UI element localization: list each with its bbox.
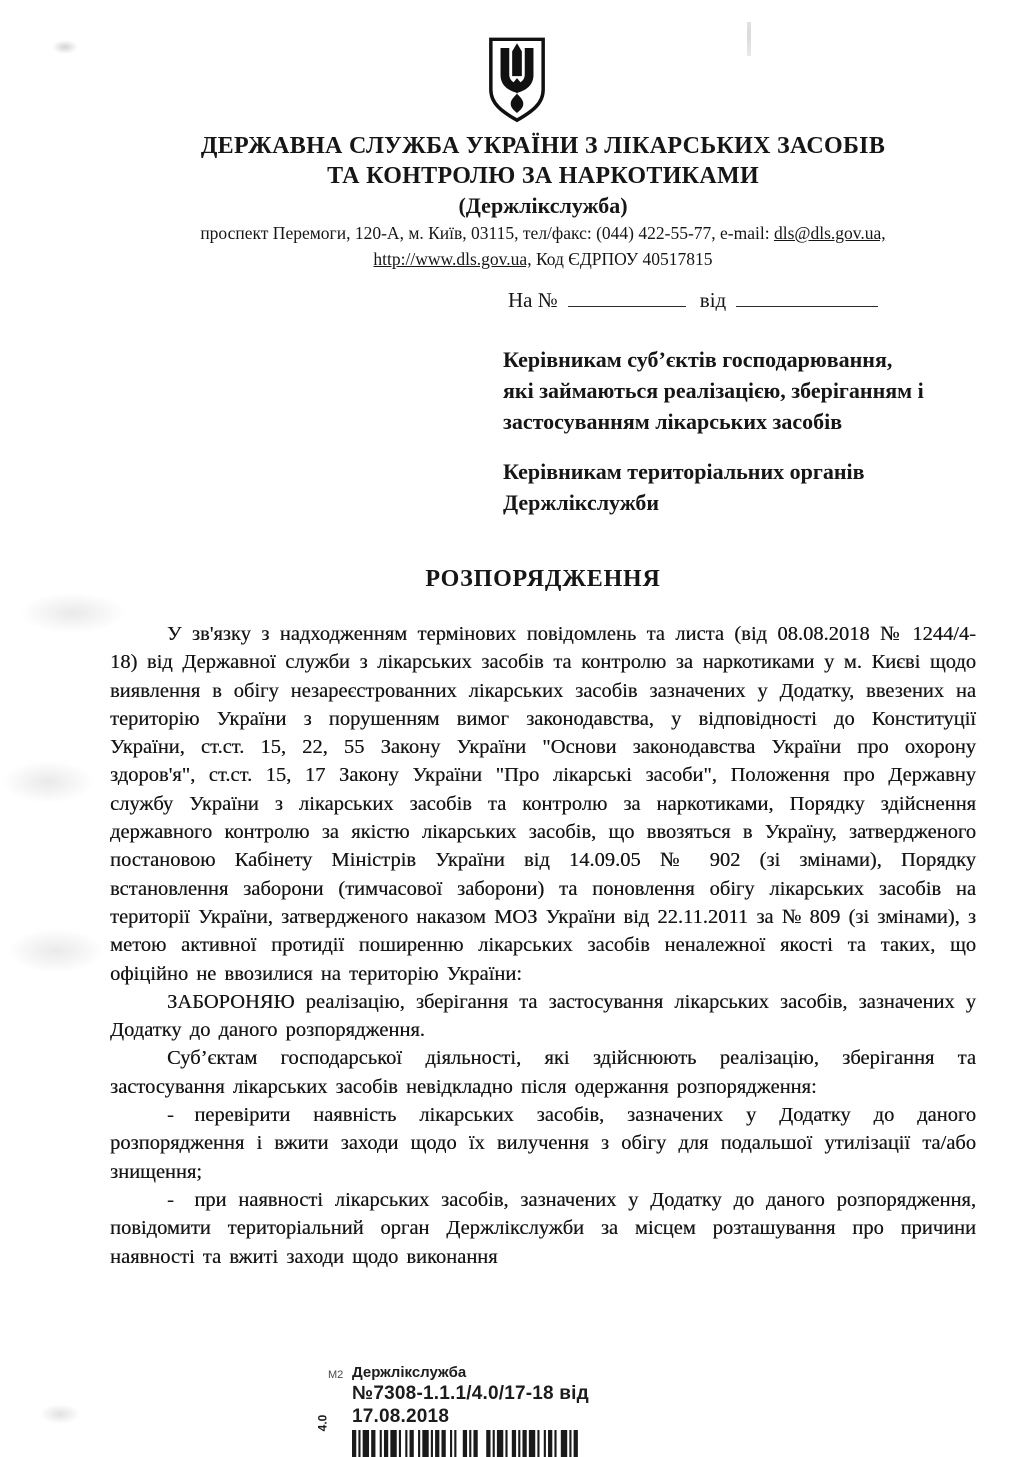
addressee-line: Керівникам територіальних органів xyxy=(503,459,865,484)
stamp-org-name: Держлікслужба xyxy=(352,1364,467,1381)
scan-artifact-smudge xyxy=(6,928,106,974)
addressee-line: Держлікслужби xyxy=(503,490,660,515)
document-body xyxy=(110,620,976,1271)
addressee-block-businesses xyxy=(503,344,991,437)
org-header xyxy=(110,131,976,271)
org-short-name: (Держлікслужба) xyxy=(458,193,628,218)
body-paragraph-notify-item: - при наявності лікарських засобів, зазначених у Додатку до даного розпорядження, повідомити територіальний орган Держлікслужби за місцем розташування про причини наявності та вжиті заходи щодо виконання xyxy=(110,1188,976,1268)
reference-na-label: На № xyxy=(508,288,558,312)
body-paragraph-legal-basis: У зв'язку з надходженням термінових повідомлень та листа (від 08.08.2018 № 1244/4-18) від Державної служби з лікарських засобів та контролю за наркотиками у м. Києві щодо виявлення в обігу незареєстрованних лікарських засобів зазначених у Додатку, ввезених на територію України з порушенням вимог законодавства, у відповідності до Конституції України, ст.ст. 15, 22, 55 Закону України "Основи законодавства України про охорону здоров'я", ст.ст. 15, 17 Закону України "Про лікарські засоби", Положення про Державну службу України з лікарських засобів та контролю за наркотиками, Порядку здійснення державного контролю за якістю лікарських засобів, що ввозяться в Україну, затвердженого постановою Кабінету Міністрів України від 14.09.05 № 902 (зі змінами), Порядку встановлення заборони (тимчасової заборони) та поновлення обігу лікарських засобів на території України, затвердженого наказом МОЗ України від 22.11.2011 за № 809 (зі змінами), з метою активної протидії поширенню лікарських засобів неналежної якості та таких, що офіційно не ввозилися на територію України: xyxy=(110,623,976,985)
scan-artifact-smudge xyxy=(40,1404,80,1424)
ukraine-trident-emblem-icon xyxy=(486,34,548,126)
scan-artifact-mark xyxy=(52,40,78,54)
addressee-line: Керівникам суб’єктів господарювання, xyxy=(503,347,893,372)
scan-artifact-dash xyxy=(747,22,751,56)
email-text: dls@dls.gov.ua, xyxy=(773,223,886,243)
document-title: РОЗПОРЯДЖЕННЯ xyxy=(425,566,661,592)
website-text: http://www.dls.gov.ua, xyxy=(373,249,532,269)
addressee-line: застосуванням лікарських засобів xyxy=(503,409,843,434)
reference-date-blank xyxy=(736,289,878,307)
reference-vid-label: від xyxy=(699,288,727,312)
stamp-registration-number: №7308-1.1.1/4.0/17-18 від 17.08.2018 xyxy=(352,1383,589,1427)
org-address-line2 xyxy=(110,247,976,271)
org-address-text: проспект Перемоги, 120-А, м. Київ, 03115, тел/факс: (044) 422-55-77, e-mail: xyxy=(200,223,774,243)
addressee-block-territorial xyxy=(503,456,991,518)
registration-stamp xyxy=(315,1364,678,1457)
stamp-version-label: 4.0 xyxy=(315,1414,330,1432)
body-paragraph-check-item: - перевірити наявність лікарських засобів, зазначених у Додатку до даного розпорядження і вжити заходи щодо їх вилучення з обігу для подальшої утилізації та/або знищення; xyxy=(110,1104,976,1183)
addressee-line: які займаються реалізацією, зберіганням і xyxy=(503,378,924,403)
scan-artifact-smudge xyxy=(0,760,96,804)
edrpou-code: Код ЄДРПОУ 40517815 xyxy=(531,249,713,269)
reference-number-line xyxy=(508,288,878,313)
org-name-line1: ДЕРЖАВНА СЛУЖБА УКРАЇНИ З ЛІКАРСЬКИХ ЗАСОБІВ xyxy=(200,133,886,159)
body-paragraph-prohibition: ЗАБОРОНЯЮ реалізацію, зберігання та застосування лікарських засобів, зазначених у Додатку до даного розпорядження. xyxy=(110,990,976,1042)
reference-number-blank xyxy=(568,289,686,307)
org-name-line2: ТА КОНТРОЛЮ ЗА НАРКОТИКАМИ xyxy=(327,163,759,189)
barcode-icon xyxy=(352,1430,580,1457)
body-paragraph-subjects: Суб’єктам господарської діяльності, які здійснюють реалізацію, зберігання та застосування лікарських засобів невідкладно після одержання розпорядження: xyxy=(110,1047,976,1098)
stamp-m2-label: М2 xyxy=(328,1369,344,1381)
org-address-line1 xyxy=(110,221,976,245)
